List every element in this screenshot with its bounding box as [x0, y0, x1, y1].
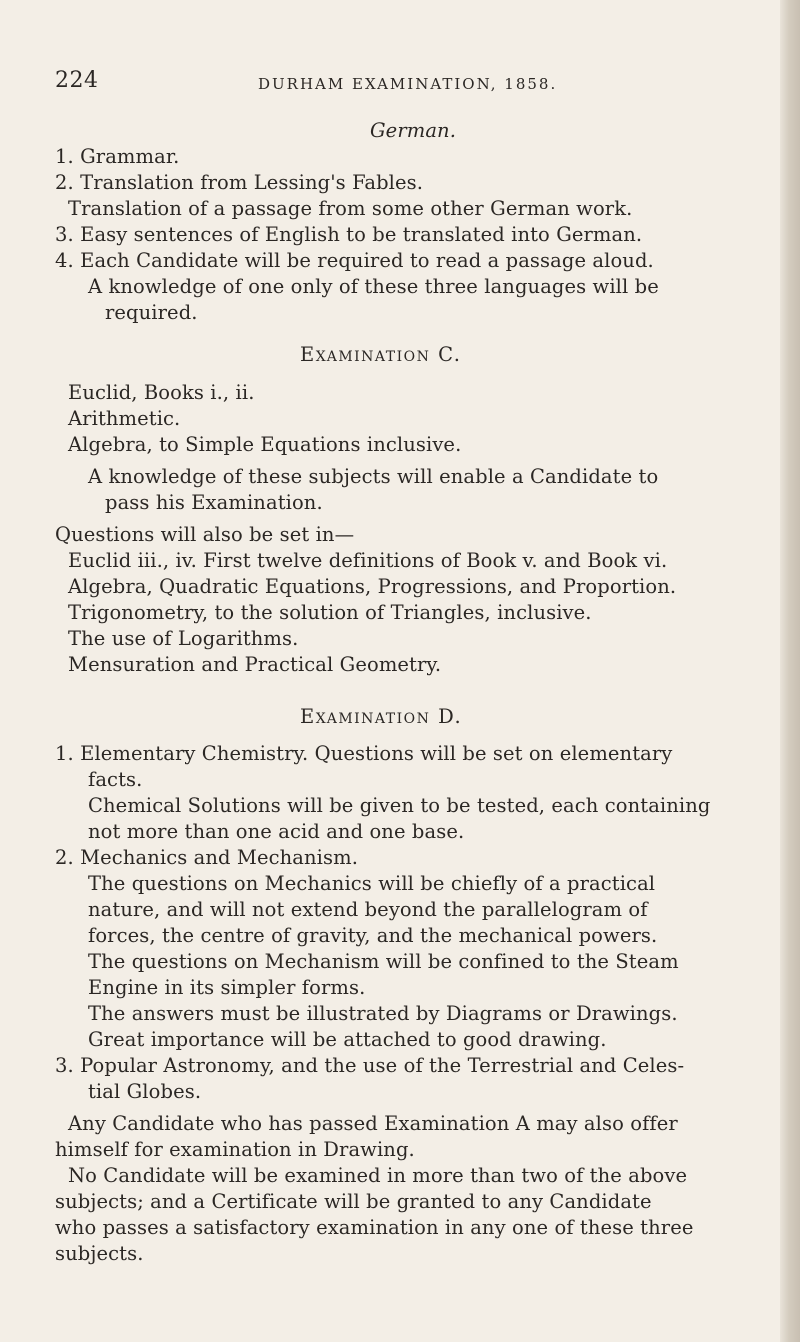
text-line: 2. Mechanics and Mechanism. — [55, 846, 359, 869]
text-line: No Candidate will be examined in more than two of the above — [68, 1164, 688, 1187]
text-line: 4. Each Candidate will be required to read a passage aloud. — [55, 249, 654, 272]
text-line: Great importance will be attached to good drawing. — [88, 1028, 607, 1051]
text-line: Questions will also be set in— — [55, 523, 355, 546]
text-line: Euclid iii., iv. First twelve definitions of Book v. and Book vi. — [68, 549, 668, 572]
text-line: A knowledge of one only of these three languages will be — [88, 275, 659, 298]
text-line: subjects; and a Certificate will be granted to any Candidate — [55, 1190, 652, 1213]
running-title: DURHAM EXAMINATION, 1858. — [258, 75, 558, 93]
text-line: The use of Logarithms. — [68, 627, 299, 650]
text-line: required. — [105, 301, 198, 324]
text-line: 2. Translation from Lessing's Fables. — [55, 171, 424, 194]
text-line: The questions on Mechanism will be confined to the Steam — [88, 950, 679, 973]
text-line: Euclid, Books i., ii. — [68, 381, 255, 404]
page-number: 224 — [55, 68, 99, 93]
text-line: Translation of a passage from some other German work. — [68, 197, 633, 220]
text-line: Mensuration and Practical Geometry. — [68, 653, 442, 676]
text-line: The answers must be illustrated by Diagrams or Drawings. — [88, 1002, 678, 1025]
page-edge-shadow — [780, 0, 800, 1342]
text-line: 3. Easy sentences of English to be translated into German. — [55, 223, 643, 246]
text-line: 1. Grammar. — [55, 145, 180, 168]
text-line: Engine in its simpler forms. — [88, 976, 366, 999]
text-line: facts. — [88, 768, 143, 791]
text-line: himself for examination in Drawing. — [55, 1138, 415, 1161]
text-line: tial Globes. — [88, 1080, 202, 1103]
section-heading-german: German. — [370, 119, 457, 142]
text-line: who passes a satisfactory examination in any one of these three — [55, 1216, 694, 1239]
text-line: subjects. — [55, 1242, 144, 1265]
text-line: Algebra, Quadratic Equations, Progressions, and Proportion. — [68, 575, 677, 598]
text-line: 3. Popular Astronomy, and the use of the Terrestrial and Celes- — [55, 1054, 685, 1077]
section-heading-exam-d: Examination D. — [300, 705, 463, 728]
section-heading-exam-c: Examination C. — [300, 343, 462, 366]
text-line: Any Candidate who has passed Examination A may also offer — [68, 1112, 678, 1135]
text-line: Chemical Solutions will be given to be tested, each containing — [88, 794, 711, 817]
text-line: not more than one acid and one base. — [88, 820, 465, 843]
text-line: nature, and will not extend beyond the parallelogram of — [88, 898, 648, 921]
text-line: The questions on Mechanics will be chiefly of a practical — [88, 872, 656, 895]
text-line: pass his Examination. — [105, 491, 323, 514]
text-line: Algebra, to Simple Equations inclusive. — [68, 433, 462, 456]
text-line: Trigonometry, to the solution of Triangles, inclusive. — [68, 601, 592, 624]
text-line: A knowledge of these subjects will enable a Candidate to — [88, 465, 659, 488]
text-line: forces, the centre of gravity, and the mechanical powers. — [88, 924, 658, 947]
text-line: 1. Elementary Chemistry. Questions will be set on elementary — [55, 742, 673, 765]
text-line: Arithmetic. — [68, 407, 181, 430]
